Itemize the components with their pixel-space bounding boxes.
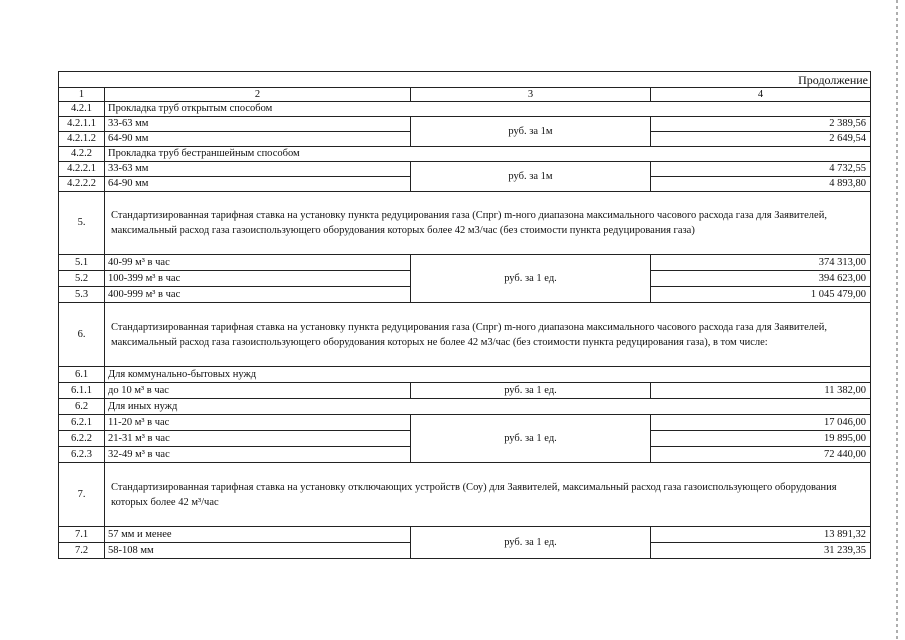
row-name: 400-999 м³ в час bbox=[105, 287, 411, 303]
row-value: 13 891,32 bbox=[651, 527, 871, 543]
table-row bbox=[59, 255, 871, 271]
row-name: 21-31 м³ в час bbox=[105, 431, 411, 447]
row-value: 1 045 479,00 bbox=[651, 287, 871, 303]
row-number: 7.1 bbox=[59, 527, 105, 543]
row-number: 7. bbox=[59, 463, 105, 527]
row-number: 6.2.1 bbox=[59, 415, 105, 431]
row-name: 33-63 мм bbox=[105, 162, 411, 177]
unit-cell: руб. за 1 ед. bbox=[411, 255, 651, 303]
section-description: Стандартизированная тарифная ставка на установку отключающих устройств (Соу) для Заявителей, максимальный расход газа газоиспользующего оборудования которых более 42 м³/час bbox=[105, 463, 871, 527]
table-row bbox=[59, 527, 871, 543]
row-number: 4.2.2.2 bbox=[59, 177, 105, 192]
column-number: 4 bbox=[651, 88, 871, 102]
unit-cell: руб. за 1 ед. bbox=[411, 527, 651, 559]
unit-cell: руб. за 1 ед. bbox=[411, 383, 651, 399]
row-number: 4.2.1.1 bbox=[59, 117, 105, 132]
scan-edge-line bbox=[896, 0, 898, 640]
row-name: до 10 м³ в час bbox=[105, 383, 411, 399]
table-row bbox=[59, 147, 871, 162]
row-number: 6.1 bbox=[59, 367, 105, 383]
row-value: 374 313,00 bbox=[651, 255, 871, 271]
row-value: 31 239,35 bbox=[651, 543, 871, 559]
row-name: 33-63 мм bbox=[105, 117, 411, 132]
table-row bbox=[59, 367, 871, 383]
table-row bbox=[59, 303, 871, 367]
continuation-row bbox=[59, 72, 871, 88]
column-number: 3 bbox=[411, 88, 651, 102]
row-number: 6.2 bbox=[59, 399, 105, 415]
table-row bbox=[59, 383, 871, 399]
row-value: 394 623,00 bbox=[651, 271, 871, 287]
table-row bbox=[59, 415, 871, 431]
table-row bbox=[59, 162, 871, 177]
tariff-table bbox=[58, 71, 871, 559]
table-row bbox=[59, 102, 871, 117]
section-title: Для коммунально-бытовых нужд bbox=[105, 367, 871, 383]
row-number: 5.3 bbox=[59, 287, 105, 303]
row-value: 17 046,00 bbox=[651, 415, 871, 431]
section-title: Прокладка труб открытым способом bbox=[105, 102, 871, 117]
row-name: 64-90 мм bbox=[105, 132, 411, 147]
column-number: 1 bbox=[59, 88, 105, 102]
row-number: 4.2.1 bbox=[59, 102, 105, 117]
row-value: 72 440,00 bbox=[651, 447, 871, 463]
row-number: 6.1.1 bbox=[59, 383, 105, 399]
tariff-table-page bbox=[58, 71, 870, 559]
row-name: 32-49 м³ в час bbox=[105, 447, 411, 463]
section-description: Стандартизированная тарифная ставка на установку пункта редуцирования газа (Спрг) m-ного диапазона максимального часового расхода газа для Заявителей, максимальный расход газа газоиспользующего оборудования которых более 42 м3/час (без стоимости пункта редуцирования газа) bbox=[105, 192, 871, 255]
row-name: 11-20 м³ в час bbox=[105, 415, 411, 431]
table-row bbox=[59, 399, 871, 415]
row-number: 6. bbox=[59, 303, 105, 367]
row-value: 19 895,00 bbox=[651, 431, 871, 447]
unit-cell: руб. за 1м bbox=[411, 162, 651, 192]
section-description: Стандартизированная тарифная ставка на установку пункта редуцирования газа (Спрг) m-ного диапазона максимального часового расхода газа для Заявителей, максимальный расход газа газоиспользующего оборудования которых не более 42 м3/час (без стоимости пункта редуцирования газа), в том числе: bbox=[105, 303, 871, 367]
row-name: 100-399 м³ в час bbox=[105, 271, 411, 287]
row-value: 11 382,00 bbox=[651, 383, 871, 399]
row-name: 64-90 мм bbox=[105, 177, 411, 192]
column-numbers-row bbox=[59, 88, 871, 102]
row-name: 58-108 мм bbox=[105, 543, 411, 559]
section-title: Для иных нужд bbox=[105, 399, 871, 415]
row-value: 2 389,56 bbox=[651, 117, 871, 132]
row-value: 4 893,80 bbox=[651, 177, 871, 192]
row-number: 5. bbox=[59, 192, 105, 255]
row-number: 6.2.3 bbox=[59, 447, 105, 463]
row-number: 4.2.2.1 bbox=[59, 162, 105, 177]
section-title: Прокладка труб бестраншейным способом bbox=[105, 147, 871, 162]
row-number: 6.2.2 bbox=[59, 431, 105, 447]
row-number: 7.2 bbox=[59, 543, 105, 559]
unit-cell: руб. за 1м bbox=[411, 117, 651, 147]
row-number: 4.2.2 bbox=[59, 147, 105, 162]
unit-cell: руб. за 1 ед. bbox=[411, 415, 651, 463]
table-row bbox=[59, 192, 871, 255]
row-value: 2 649,54 bbox=[651, 132, 871, 147]
row-number: 5.2 bbox=[59, 271, 105, 287]
row-number: 4.2.1.2 bbox=[59, 132, 105, 147]
continuation-label: Продолжение bbox=[59, 72, 871, 88]
row-name: 40-99 м³ в час bbox=[105, 255, 411, 271]
row-name: 57 мм и менее bbox=[105, 527, 411, 543]
row-number: 5.1 bbox=[59, 255, 105, 271]
row-value: 4 732,55 bbox=[651, 162, 871, 177]
table-row bbox=[59, 117, 871, 132]
column-number: 2 bbox=[105, 88, 411, 102]
table-row bbox=[59, 463, 871, 527]
